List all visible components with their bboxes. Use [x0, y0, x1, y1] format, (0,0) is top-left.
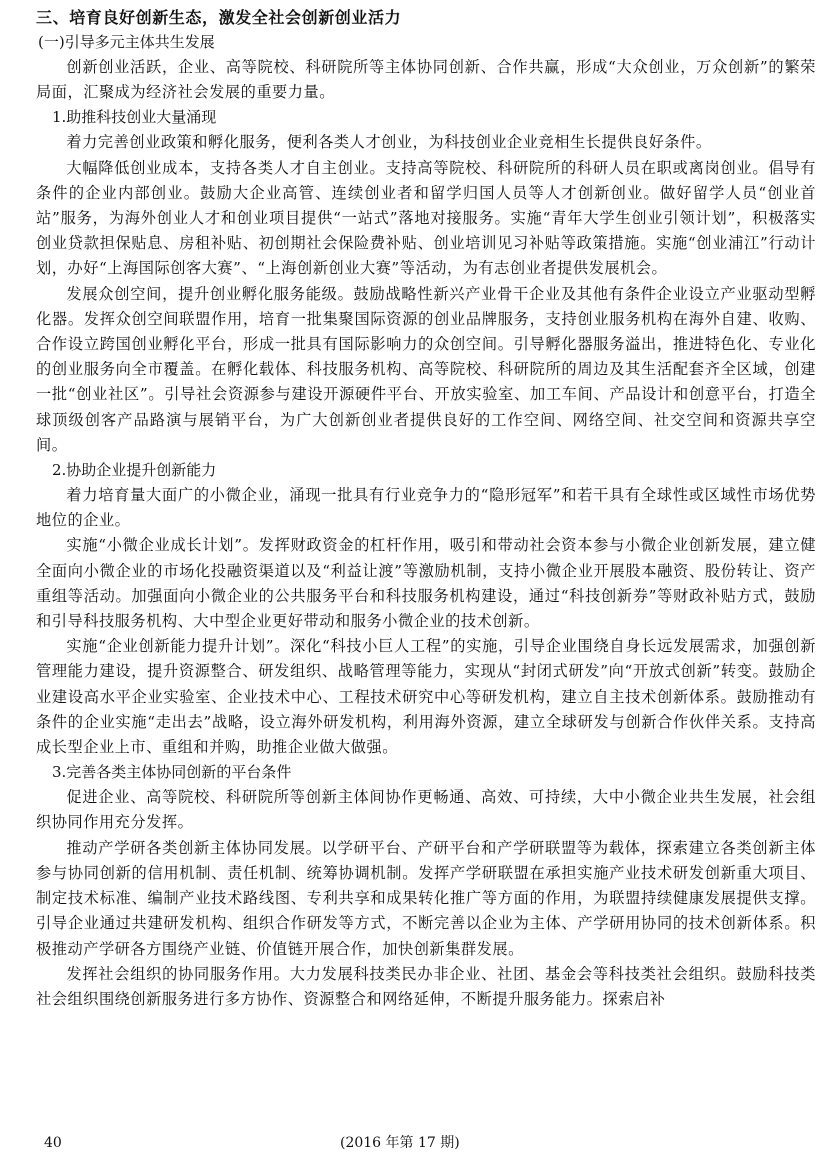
subsection-title: (一)引导多元主体共生发展: [38, 33, 215, 51]
paragraph: 着力培育量大面广的小微企业，涌现一批具有行业竞争力的“隐形冠军”和若干具有全球性或区域性市场优势地位的企业。: [36, 486, 816, 530]
paragraph: 实施“企业创新能力提升计划”。深化“科技小巨人工程”的实施，引导企业围绕自身长远发展需求，加强创新管理能力建设，提升资源整合、研发组织、战略管理等能力，实现从“封闭式研发”向“开放式创新”转变。鼓励企业建设高水平企业实验室、企业技术中心、工程技术研究中心等研发机构，建立自主技术创新体系。鼓励推动有条件的企业实施“走出去”战略，设立海外研发机构，利用海外资源，建立全球研发与创新合作伙伴关系。支持高成长型企业上市、重组和并购，助推企业做大做强。: [36, 637, 816, 757]
page-number: 40: [44, 1135, 62, 1151]
paragraph: 着力完善创业政策和孵化服务，便利各类人才创业，为科技创业企业竞相生长提供良好条件。: [66, 133, 712, 152]
paragraph: 促进企业、高等院校、科研院所等创新主体间协作更畅通、高效、可持续，大中小微企业共生发展，社会组织协同作用充分发挥。: [36, 788, 816, 832]
paragraph: 大幅降低创业成本，支持各类人才自主创业。支持高等院校、科研院所的科研人员在职或离岗创业。倡导有条件的企业内部创业。鼓励大企业高管、连续创业者和留学归国人员等人才创新创业。做好留学人员“创业首站”服务，为海外创业人才和创业项目提供“一站式”落地对接服务。实施“青年大学生创业引领计划”，积极落实创业贷款担保贴息、房租补贴、初创期社会保险费补贴、创业培训见习补贴等政策措施。实施“创业浦江”行动计划，办好“上海国际创客大赛”、“上海创新创业大赛”等活动，为有志创业者提供发展机会。: [36, 158, 816, 278]
section-title: 三、培育良好创新生态，激发全社会创新创业活力: [36, 8, 402, 27]
item-heading: 1.助推科技创业大量涌现: [52, 108, 217, 127]
item-heading: 2.协助企业提升创新能力: [52, 461, 217, 480]
issue-label: (2016 年第 17 期): [340, 1135, 460, 1151]
paragraph: 实施“小微企业成长计划”。发挥财政资金的杠杆作用，吸引和带动社会资本参与小微企业创新发展，建立健全面向小微企业的市场化投融资渠道以及“利益让渡”等激励机制，支持小微企业开展股本融资、股份转让、资产重组等活动。加强面向小微企业的公共服务平台和科技服务机构建设，通过“科技创新券”等财政补贴方式，鼓励和引导科技服务机构、大中型企业更好带动和服务小微企业的技术创新。: [36, 536, 816, 631]
item-heading: 3.完善各类主体协同创新的平台条件: [52, 763, 292, 782]
page-footer: [0, 1132, 827, 1154]
paragraph: 发展众创空间，提升创业孵化服务能级。鼓励战略性新兴产业骨干企业及其他有条件企业设立产业驱动型孵化器。发挥众创空间联盟作用，培育一批集聚国际资源的创业品牌服务，支持创业服务机构在海外自建、收购、合作设立跨国创业孵化平台，形成一批具有国际影响力的众创空间。引导孵化器服务溢出，推进特色化、专业化的创业服务向全市覆盖。在孵化载体、科技服务机构、高等院校、科研院所的周边及其生活配套齐全区域，创建一批“创业社区”。引导社会资源参与建设开源硬件平台、开放实验室、加工车间、产品设计和创意平台，打造全球顶级创客产品路演与展销平台，为广大创新创业者提供良好的工作空间、网络空间、社交空间和资源共享空间。: [36, 284, 816, 454]
paragraph: 推动产学研各类创新主体协同发展。以学研平台、产研平台和产学研联盟等为载体，探索建立各类创新主体参与协同创新的信用机制、责任机制、统筹协调机制。发挥产学研联盟在承担实施产业技术研发创新重大项目、制定技术标准、编制产业技术路线图、专利共享和成果转化推广等方面的作用，为联盟持续健康发展提供支撑。引导企业通过共建研发机构、组织合作研发等方式，不断完善以企业为主体、产学研用协同的技术创新体系。积极推动产学研各方围绕产业链、价值链开展合作，加快创新集群发展。: [36, 838, 816, 958]
paragraph: 发挥社会组织的协同服务作用。大力发展科技类民办非企业、社团、基金会等科技类社会组织。鼓励科技类社会组织围绕创新服务进行多方协作、资源整合和网络延伸，不断提升服务能力。探索启补: [36, 964, 816, 1008]
article-body: [36, 6, 816, 1012]
intro-paragraph: 创新创业活跃，企业、高等院校、科研院所等主体协同创新、合作共赢，形成“大众创业，万众创新”的繁荣局面，汇聚成为经济社会发展的重要力量。: [36, 58, 816, 102]
